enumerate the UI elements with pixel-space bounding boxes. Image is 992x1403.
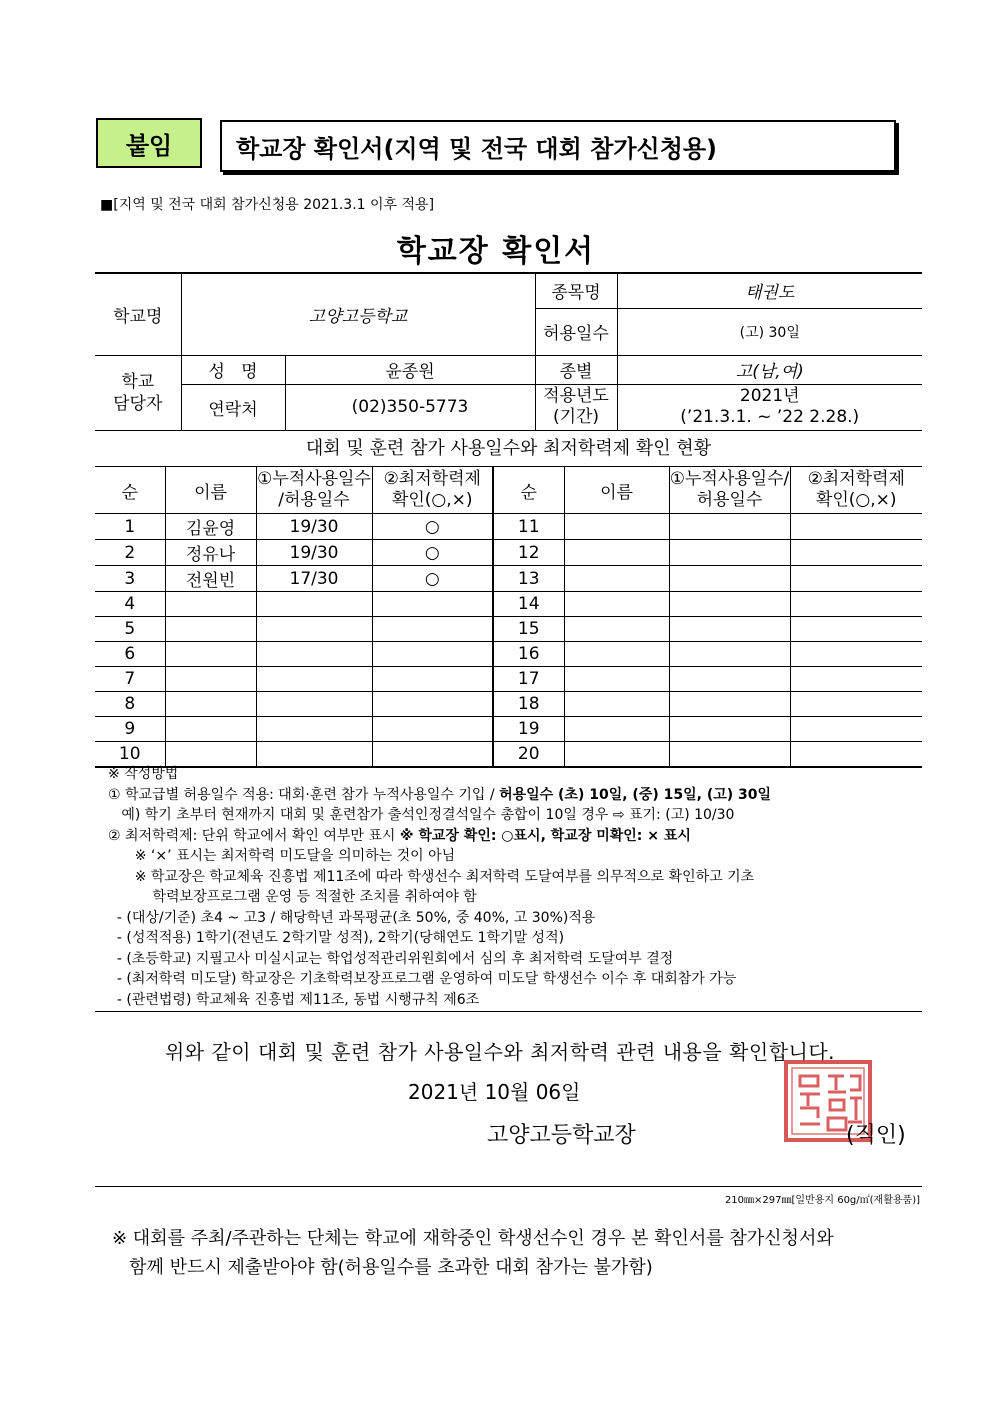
paper-spec: 210㎜×297㎜[일반용지 60g/㎡(재활용품)] [724,1195,920,1206]
header-name: 이름 [165,467,256,514]
year-cell [617,384,922,430]
row-name-right [564,617,669,642]
row-no-right: 16 [493,642,564,667]
row-name: 정유나 [165,540,256,566]
attachment-tag: 붙임 [96,118,202,168]
note-text: ① 학교급별 허용일수 적용: 대회·훈련 참가 누적사용일수 기입 / [108,786,500,803]
row-check [372,667,493,692]
row-check: ○ [372,540,493,566]
note-emphasis: ※ 학교장 확인: ○표시, 학교장 미확인: × 표시 [399,827,691,844]
row-name-right [564,642,669,667]
row-no-right: 17 [493,667,564,692]
row-name-right [564,566,669,592]
table-row [95,667,922,692]
row-days: 19/30 [256,514,372,540]
type-value: 고(남,여) [617,355,922,384]
header-name-right: 이름 [564,467,669,514]
row-no: 7 [95,667,165,692]
row-name-right [564,540,669,566]
note-item: - (초등학교) 지필고사 미실시교는 학업성적관리위원회에서 심의 후 최저학력 도달여부 결정 [108,950,674,967]
sport-label: 종목명 [535,273,617,308]
row-name [165,642,256,667]
table-row [95,514,922,540]
status-section-title: 대회 및 훈련 참가 사용일수와 최저학력제 확인 현황 [305,438,712,459]
sport-value: 태권도 [617,273,922,308]
row-days [256,592,372,617]
note-item: ※ 학교장은 학교체육 진흥법 제11조에 따라 학생선수 최저학력 도달여부를 의무적으로 확인하고 기초 [108,868,755,885]
table-row [95,540,922,566]
row-check: ○ [372,514,493,540]
row-no-right: 18 [493,692,564,717]
note-item: - (성적적용) 1학기(전년도 2학기말 성적), 2학기(당해연도 1학기말 성적) [108,930,565,946]
table-row [95,617,922,642]
row-check [372,642,493,667]
header-days-right: ①누적사용일수/ 허용일수 [669,467,790,514]
row-no: 2 [95,540,165,566]
note-item: ※ ‘×’ 표시는 최저학력 미도달을 의미하는 것이 아님 [108,848,456,864]
note-item [108,785,928,806]
row-days [256,692,372,717]
header-days: ①누적사용일수 /허용일수 [256,467,372,514]
row-check-right [790,642,922,667]
row-check-right [790,592,922,617]
row-days-right [669,592,790,617]
row-check-right [790,540,922,566]
row-name [165,617,256,642]
divider [95,1011,922,1012]
table-row [95,566,922,592]
row-name [165,717,256,742]
note-emphasis: 허용일수 (초) 10일, (중) 15일, (고) 30일 [499,786,772,803]
table-row [95,642,922,667]
table-row [95,717,922,742]
days-label: 허용일수 [535,308,617,355]
row-name-right [564,514,669,540]
row-check [372,592,493,617]
row-days [256,617,372,642]
status-table [95,466,922,768]
row-no: 5 [95,617,165,642]
contact-value: (02)350-5773 [285,384,535,430]
row-no: 3 [95,566,165,592]
row-days-right [669,717,790,742]
note-item: - (관련법령) 학교체육 진흥법 제11조, 동법 시행규칙 제6조 [108,991,480,1008]
note-item: - (대상/기준) 초4 ~ 고3 / 해당학년 과목평균(초 50%, 중 40%, 고 30%)적용 [108,909,596,926]
row-no-right: 20 [493,742,564,768]
footer-line: 함께 반드시 제출받아야 함(허용일수를 초과한 대회 참가는 불가함) [112,1257,653,1278]
row-no: 1 [95,514,165,540]
header-no: 순 [95,467,165,514]
table-row [95,692,922,717]
note-item [108,826,928,847]
row-no: 10 [95,742,165,768]
header-check: ②최저학력제 확인(○,×) [372,467,493,514]
row-check-right [790,692,922,717]
document-title: 학교장 확인서 [396,234,596,269]
note-text: ② 최저학력제: 단위 학교에서 확인 여부만 표시 [108,827,400,844]
row-no-right: 19 [493,717,564,742]
confirmation-date: 2021년 10월 06일 [408,1080,581,1104]
row-name [165,592,256,617]
footer-note [112,1224,834,1282]
row-no-right: 15 [493,617,564,642]
row-check-right [790,617,922,642]
name-label: 성 명 [181,355,285,384]
row-check [372,717,493,742]
form-title-box [220,120,896,172]
row-name-right [564,667,669,692]
footer-line: ※ 대회를 주최/주관하는 단체는 학교에 재학중인 학생선수인 경우 본 확인서를 참가신청서와 [112,1228,834,1249]
note-item: 학력보장프로그램 운영 등 적절한 조치를 취하여야 함 [108,889,477,905]
year-value: 2021년 [739,386,800,406]
row-check-right [790,717,922,742]
row-no: 9 [95,717,165,742]
note-item: 예) 학기 초부터 현재까지 대회 및 훈련참가 출석인정결석일수 총합이 10일 경우 ⇨ 표기: (고) 10/30 [108,807,735,823]
row-no-right: 13 [493,566,564,592]
contact-label: 연락처 [181,384,285,430]
row-name: 전원빈 [165,566,256,592]
staff-label: 학교 담당자 [95,355,181,430]
instructions [108,764,928,1010]
table-row [95,592,922,617]
row-days-right [669,692,790,717]
name-value: 윤종원 [285,355,535,384]
footer-divider [95,1186,922,1187]
days-value: (고) 30일 [617,308,922,355]
applicability-note: ■[지역 및 전국 대회 참가신청용 2021.3.1 이후 적용] [100,197,435,213]
row-check [372,617,493,642]
header-check-right: ②최저학력제 확인(○,×) [790,467,922,514]
form-title: 학교장 확인서(지역 및 전국 대회 참가신청용) [236,134,718,163]
seal-label: (직인) [846,1123,906,1148]
row-check-right [790,667,922,692]
confirmation-statement: 위와 같이 대회 및 훈련 참가 사용일수와 최저학력 관련 내용을 확인합니다. [164,1040,836,1064]
row-no: 8 [95,692,165,717]
note-item: - (최저학력 미도달) 학교장은 기초학력보장프로그램 운영하여 미도달 학생선수 이수 후 대회참가 가능 [108,971,737,987]
row-name: 김윤영 [165,514,256,540]
note-heading: ※ 작성방법 [108,766,179,782]
header-no-right: 순 [493,467,564,514]
info-table [95,272,922,431]
row-check-right [790,566,922,592]
row-name-right [564,592,669,617]
row-days-right [669,566,790,592]
row-days-right [669,667,790,692]
row-name-right [564,692,669,717]
row-days-right [669,514,790,540]
principal-signature: 고양고등학교장 [487,1123,636,1148]
row-days-right [669,540,790,566]
row-no: 4 [95,592,165,617]
row-name [165,667,256,692]
row-no: 6 [95,642,165,667]
row-days-right [669,642,790,667]
row-days-right [669,617,790,642]
row-check-right [790,514,922,540]
row-no-right: 14 [493,592,564,617]
row-days [256,642,372,667]
year-label: 적용년도 (기간) [535,384,617,430]
row-days: 19/30 [256,540,372,566]
row-name-right [564,717,669,742]
row-check [372,692,493,717]
row-days: 17/30 [256,566,372,592]
row-no-right: 12 [493,540,564,566]
row-days [256,717,372,742]
row-days [256,667,372,692]
period-value: (’21.3.1. ~ ’22 2.28.) [680,407,860,427]
status-header-row [95,467,922,514]
row-check: ○ [372,566,493,592]
school-label: 학교명 [95,273,181,355]
school-value: 고양고등학교 [181,273,535,355]
row-no-right: 11 [493,514,564,540]
row-name [165,692,256,717]
type-label: 종별 [535,355,617,384]
